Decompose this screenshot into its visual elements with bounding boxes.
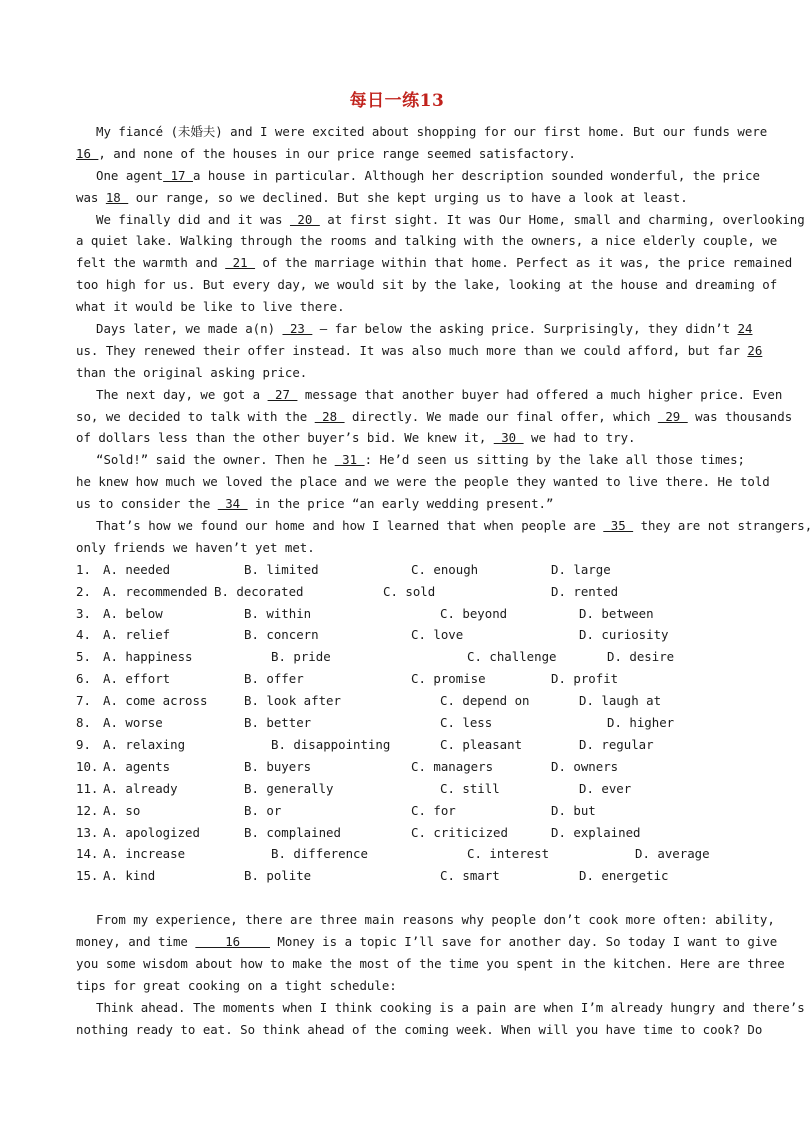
text-line	[76, 1019, 763, 1041]
text-line	[76, 471, 770, 493]
option-d: D. between	[579, 605, 654, 621]
answer-blank: 16	[76, 145, 99, 161]
option-d: D. regular	[579, 736, 654, 752]
text-run: you some wisdom about how to make the most of the time you spent in the kitchen. Here are three	[76, 955, 785, 971]
text-run: than the original asking price.	[76, 364, 308, 380]
option-b: B. look after	[244, 693, 341, 709]
text-run: so, we decided to talk with the	[76, 408, 315, 424]
text-line	[76, 909, 775, 931]
option-d: D. ever	[579, 780, 632, 796]
text-line	[76, 274, 778, 296]
text-run: directly. We made our final offer, which	[344, 408, 658, 424]
text-run: nothing ready to eat. So think ahead of the coming week. When will you have time to cook? Do	[76, 1021, 763, 1037]
text-run: a quiet lake. Walking through the rooms and talking with the owners, a nice elderly couple, we	[76, 233, 778, 249]
answer-blank: 27	[267, 386, 298, 402]
question-row	[76, 603, 718, 625]
text-line	[76, 362, 718, 384]
option-c: C. sold	[383, 583, 436, 599]
answer-blank: 17	[163, 167, 193, 183]
question-number: 14.	[76, 846, 99, 862]
answer-blank: 31	[334, 452, 365, 468]
option-b: B. concern	[244, 627, 319, 643]
option-a: A. come across	[103, 693, 208, 709]
text-run: message that another buyer had offered a much higher price. Even	[297, 386, 783, 402]
section-gap	[76, 887, 718, 909]
option-c: C. still	[440, 780, 500, 796]
text-run: too high for us. But every day, we would sit by the lake, looking at the house and dreaming of	[76, 277, 778, 293]
option-c: C. beyond	[440, 605, 508, 621]
option-a: A. already	[103, 780, 178, 796]
text-line	[76, 515, 812, 537]
text-line	[76, 997, 805, 1019]
answer-blank: 28	[314, 408, 345, 424]
text-run: Think ahead. The moments when I think cooking is a pain are when I’m already hungry and there’s	[96, 999, 805, 1015]
option-c: C. managers	[411, 758, 494, 774]
text-run: tips for great cooking on a tight schedule:	[76, 977, 397, 993]
text-run: “Sold!” said the owner. Then he	[96, 452, 335, 468]
text-run: — far below the asking price. Surprisingly, they didn’t	[312, 321, 738, 337]
option-a: A. recommended	[103, 583, 208, 599]
question-row	[76, 756, 718, 778]
text-line	[76, 143, 718, 165]
question-row	[76, 822, 718, 844]
text-run: felt the warmth and	[76, 255, 226, 271]
option-a: A. apologized	[103, 824, 200, 840]
answer-blank: 34	[217, 496, 248, 512]
option-d: D. owners	[551, 758, 619, 774]
answer-blank: 35	[603, 518, 634, 534]
page-title: 每日一练13	[349, 91, 445, 111]
text-run: We finally did and it was	[96, 211, 290, 227]
question-number: 5.	[76, 649, 91, 665]
text-run: a house in particular. Although her description sounded wonderful, the price	[192, 167, 760, 183]
answer-blank: 20	[289, 211, 320, 227]
option-a: A. worse	[103, 715, 163, 731]
option-a: A. increase	[103, 846, 186, 862]
text-run: they are not strangers,	[633, 518, 812, 534]
text-run: was	[76, 189, 106, 205]
text-run: of the marriage within that home. Perfect as it was, the price remained	[255, 255, 793, 271]
question-number: 8.	[76, 715, 91, 731]
answer-blank: 30	[493, 430, 524, 446]
question-number: 6.	[76, 671, 91, 687]
text-run: One agent	[96, 167, 164, 183]
option-a: A. so	[103, 802, 141, 818]
question-row	[76, 778, 718, 800]
option-b: B. within	[244, 605, 312, 621]
answer-blank: 21	[225, 255, 256, 271]
option-a: A. happiness	[103, 649, 193, 665]
document-body	[76, 121, 812, 1040]
option-b: B. or	[244, 802, 282, 818]
text-run: From my experience, there are three main reasons why people don’t cook more often: ability,	[96, 912, 775, 928]
option-c: C. depend on	[440, 693, 530, 709]
text-run: our range, so we declined. But she kept urging us to have a look at least.	[128, 189, 688, 205]
text-run: only friends we haven’t yet met.	[76, 539, 315, 555]
text-run: he knew how much we loved the place and we were the people they wanted to live there. He told	[76, 474, 770, 490]
passage-2	[76, 909, 805, 1040]
option-b: B. offer	[244, 671, 304, 687]
option-b: B. pride	[271, 649, 331, 665]
option-d: D. profit	[551, 671, 619, 687]
question-row	[76, 690, 718, 712]
option-d: D. curiosity	[579, 627, 669, 643]
text-run: at first sight. It was Our Home, small and charming, overlooking	[319, 211, 805, 227]
option-a: A. effort	[103, 671, 171, 687]
question-row	[76, 843, 718, 865]
question-row	[76, 800, 718, 822]
option-c: C. pleasant	[440, 736, 523, 752]
text-run: My fiancé (未婚夫) and I were excited about shopping for our first home. But our funds were	[96, 124, 768, 139]
answer-blank: 26	[747, 342, 763, 358]
question-row	[76, 865, 718, 887]
answer-blank: 18	[105, 189, 129, 205]
option-a: A. needed	[103, 561, 171, 577]
answer-blank: 29	[657, 408, 688, 424]
option-d: D. desire	[607, 649, 675, 665]
option-a: A. relaxing	[103, 736, 186, 752]
question-row	[76, 581, 718, 603]
question-row	[76, 734, 718, 756]
option-a: A. kind	[103, 868, 156, 884]
question-number: 13.	[76, 824, 99, 840]
option-a: A. agents	[103, 758, 171, 774]
option-a: A. relief	[103, 627, 171, 643]
answer-blank: 23	[282, 321, 313, 337]
option-b: B. better	[244, 715, 312, 731]
option-d: D. large	[551, 561, 611, 577]
option-d: D. energetic	[579, 868, 669, 884]
text-run: Days later, we made a(n)	[96, 321, 283, 337]
text-line	[76, 931, 778, 953]
question-number: 9.	[76, 736, 91, 752]
question-list	[76, 559, 718, 887]
text-line	[76, 953, 785, 975]
text-line	[76, 975, 718, 997]
text-run: in the price “an early wedding present.”	[247, 496, 554, 512]
option-d: D. laugh at	[579, 693, 662, 709]
answer-blank: 16	[195, 933, 270, 949]
text-run: was thousands	[687, 408, 793, 424]
option-c: C. challenge	[467, 649, 557, 665]
option-a: A. below	[103, 605, 163, 621]
option-c: C. smart	[440, 868, 500, 884]
text-run: : He’d seen us sitting by the lake all those times;	[364, 452, 746, 468]
question-row	[76, 668, 718, 690]
option-c: C. enough	[411, 561, 479, 577]
passage-1	[76, 121, 812, 559]
text-line	[76, 121, 768, 143]
question-number: 4.	[76, 627, 91, 643]
option-b: B. generally	[244, 780, 334, 796]
question-number: 2.	[76, 583, 91, 599]
question-row	[76, 624, 718, 646]
text-line	[76, 209, 805, 231]
question-row	[76, 559, 718, 581]
text-line	[76, 340, 763, 362]
text-line	[76, 230, 778, 252]
question-number: 11.	[76, 780, 99, 796]
option-d: D. rented	[551, 583, 619, 599]
text-line	[76, 427, 718, 449]
text-line	[76, 318, 753, 340]
option-d: D. average	[635, 846, 710, 862]
text-line	[76, 449, 746, 471]
text-run: we had to try.	[523, 430, 636, 446]
option-b: B. complained	[244, 824, 341, 840]
question-row	[76, 712, 718, 734]
text-line	[76, 187, 718, 209]
text-line	[76, 493, 718, 515]
option-d: D. explained	[551, 824, 641, 840]
text-run: Money is a topic I’ll save for another day. So today I want to give	[269, 933, 778, 949]
option-d: D. but	[551, 802, 596, 818]
text-line	[76, 165, 760, 187]
text-run: what it would be like to live there.	[76, 299, 345, 315]
option-b: B. limited	[244, 561, 319, 577]
option-b: B. buyers	[244, 758, 312, 774]
question-row	[76, 646, 718, 668]
option-b: B. difference	[271, 846, 368, 862]
question-number: 12.	[76, 802, 99, 818]
text-line	[76, 406, 793, 428]
option-c: C. for	[411, 802, 456, 818]
text-run: money, and time	[76, 933, 196, 949]
option-c: C. love	[411, 627, 464, 643]
answer-blank: 24	[737, 321, 753, 337]
text-run: The next day, we got a	[96, 386, 268, 402]
text-run: That’s how we found our home and how I learned that when people are	[96, 518, 604, 534]
question-number: 1.	[76, 561, 91, 577]
text-line	[76, 384, 783, 406]
option-b: B. polite	[244, 868, 312, 884]
option-c: C. promise	[411, 671, 486, 687]
text-run: of dollars less than the other buyer’s bid. We knew it,	[76, 430, 494, 446]
text-run: us to consider the	[76, 496, 218, 512]
question-number: 3.	[76, 605, 91, 621]
question-number: 10.	[76, 758, 99, 774]
question-number: 7.	[76, 693, 91, 709]
text-run: us. They renewed their offer instead. It was also much more than we could afford, but far	[76, 342, 748, 358]
text-line	[76, 296, 718, 318]
text-run: , and none of the houses in our price range seemed satisfactory.	[98, 145, 576, 161]
text-line	[76, 537, 718, 559]
option-b: B. decorated	[214, 583, 304, 599]
option-c: C. interest	[467, 846, 550, 862]
text-line	[76, 252, 793, 274]
question-number: 15.	[76, 868, 99, 884]
option-c: C. less	[440, 715, 493, 731]
option-c: C. criticized	[411, 824, 508, 840]
option-b: B. disappointing	[271, 736, 391, 752]
option-d: D. higher	[607, 715, 675, 731]
